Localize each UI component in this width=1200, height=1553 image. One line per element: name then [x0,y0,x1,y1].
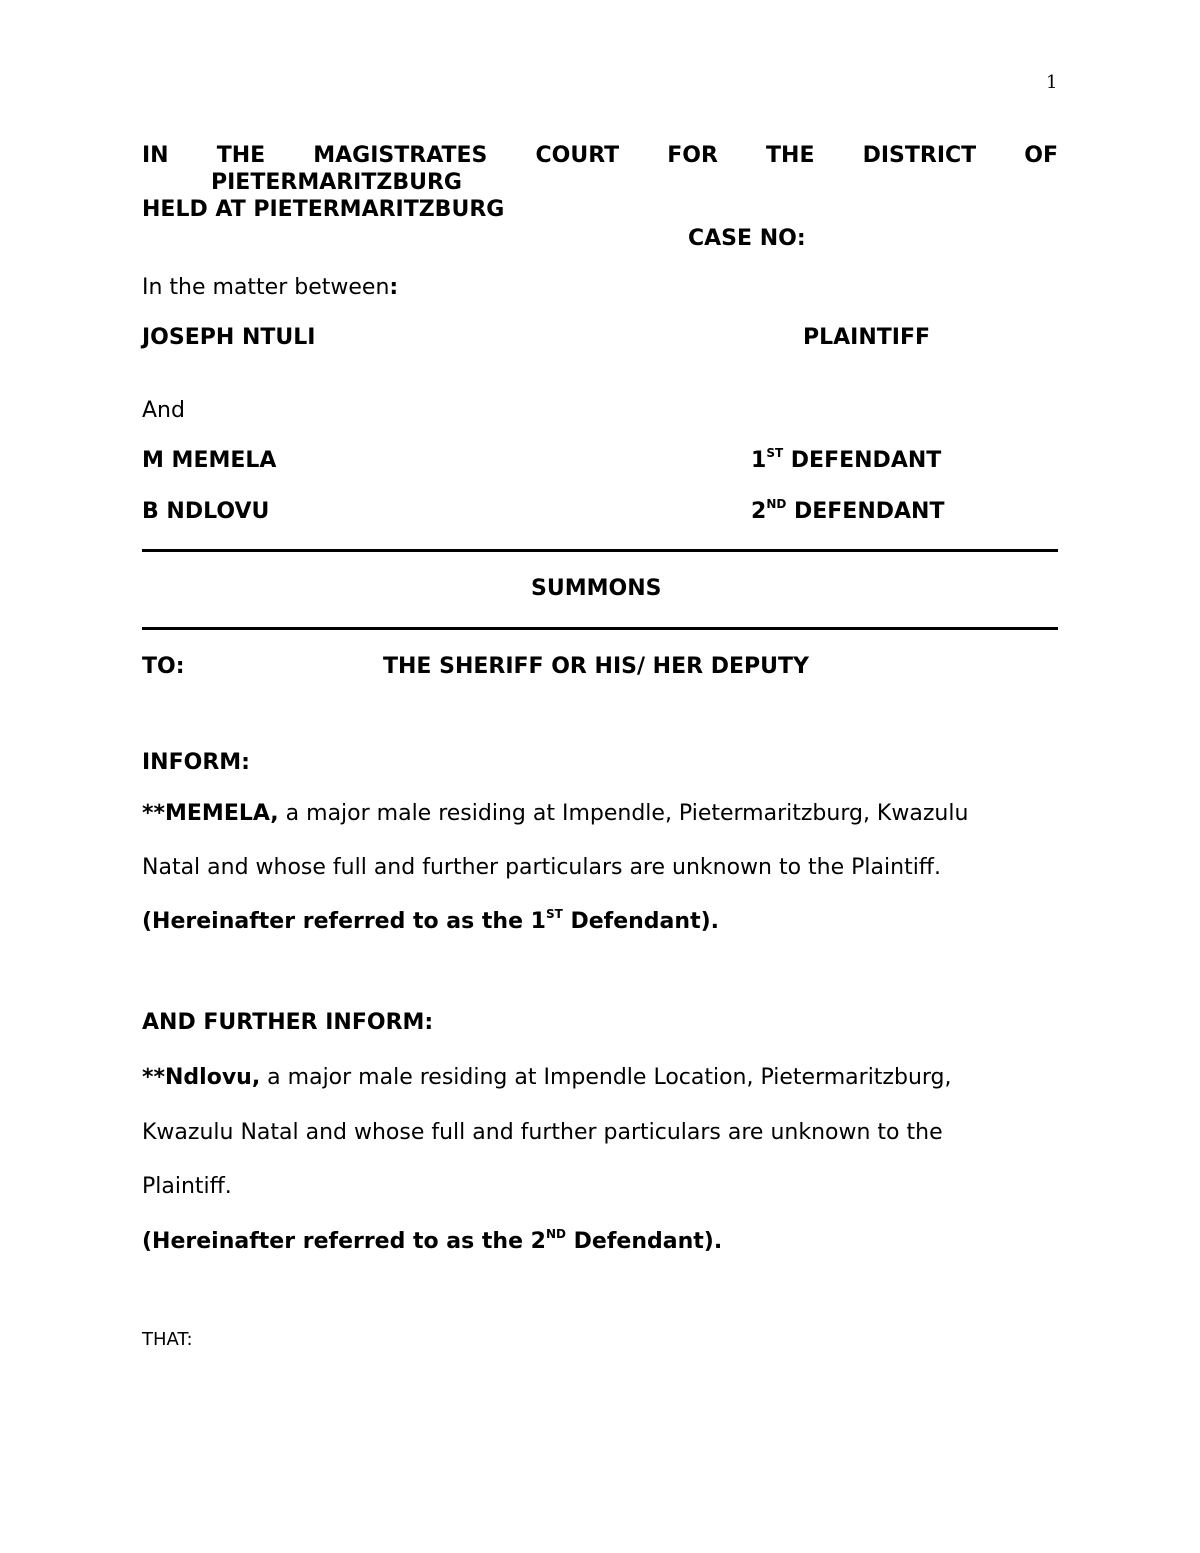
court-heading-word: THE [766,143,815,168]
divider-top [142,549,1058,552]
and-separator: And [142,398,185,423]
further-inform-line-2: Kwazulu Natal and whose full and further particulars are unknown to the [142,1120,943,1145]
held-at: HELD AT PIETERMARITZBURG [142,197,505,222]
that-label: THAT: [142,1329,193,1350]
plaintiff-name: JOSEPH NTULI [142,325,316,350]
court-heading-word: IN [142,143,169,168]
court-heading-word: FOR [667,143,718,168]
court-heading-word: THE [216,143,266,168]
to-label: TO: [142,654,185,679]
court-heading-word: OF [1024,143,1058,168]
further-inform-label: AND FURTHER INFORM: [142,1010,434,1035]
defendant-2-role: 2ND DEFENDANT [751,496,945,524]
court-heading-word: DISTRICT [862,143,977,168]
defendant-2-name: B NDLOVU [142,499,270,524]
further-inform-line-3: Plaintiff. [142,1174,232,1199]
defendant-1-role: 1ST DEFENDANT [751,445,942,473]
inform-label: INFORM: [142,750,250,775]
court-heading [142,142,1058,170]
further-inform-line-1: **Ndlovu, a major male residing at Impendle Location, Pietermaritzburg, [142,1065,952,1090]
further-inform-hereinafter: (Hereinafter referred to as the 2ND Defendant). [142,1226,723,1254]
court-heading-word: COURT [535,143,620,168]
court-heading-word: MAGISTRATES [313,143,488,168]
plaintiff-role: PLAINTIFF [803,325,931,350]
inform-line-2: Natal and whose full and further particulars are unknown to the Plaintiff. [142,855,941,880]
matter-intro: In the matter between: [142,275,399,300]
page-number: 1 [1046,72,1058,93]
to-value: THE SHERIFF OR HIS/ HER DEPUTY [383,654,809,679]
court-heading-continuation: PIETERMARITZBURG [211,170,462,195]
document-title: SUMMONS [531,576,662,601]
case-number-label: CASE NO: [688,226,806,251]
divider-bottom [142,627,1058,630]
defendant-1-name: M MEMELA [142,448,277,473]
inform-hereinafter: (Hereinafter referred to as the 1ST Defendant). [142,906,719,934]
inform-line-1: **MEMELA, a major male residing at Impendle, Pietermaritzburg, Kwazulu [142,801,969,826]
